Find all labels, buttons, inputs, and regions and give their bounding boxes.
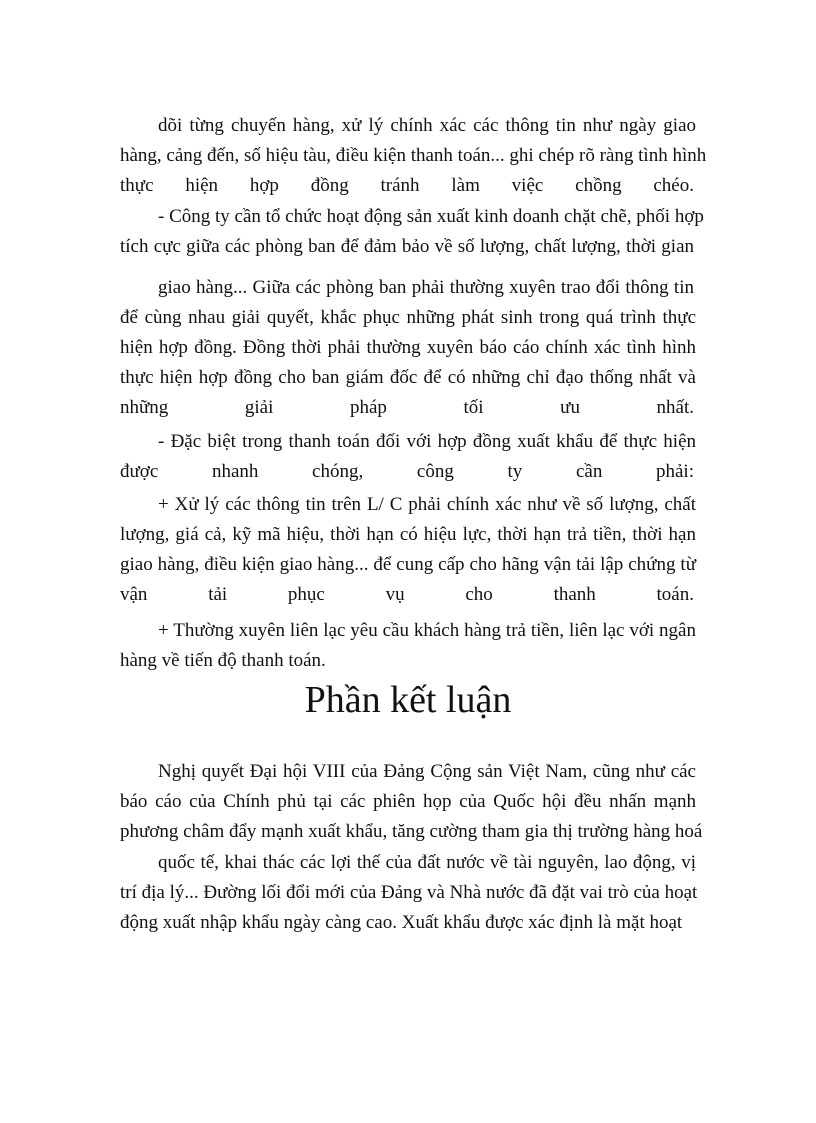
text-line: thực hiện hợp đồng cho ban giám đốc để có những chỉ đạo thống nhất và	[120, 367, 696, 388]
text-line: hàng, cảng đến, số hiệu tàu, điều kiện thanh toán... ghi chép rõ ràng tình hình	[120, 145, 707, 166]
text-line: những giải pháp tối ưu nhất.	[120, 397, 694, 418]
text-line: - Công ty cần tổ chức hoạt động sản xuất kinh doanh chặt chẽ, phối hợp	[158, 206, 704, 227]
text-line: dõi từng chuyến hàng, xử lý chính xác các thông tin như ngày giao	[158, 115, 696, 136]
text-line: phương châm đẩy mạnh xuất khẩu, tăng cường tham gia thị trường hàng hoá	[120, 821, 703, 842]
text-line: vận tải phục vụ cho thanh toán.	[120, 584, 694, 605]
text-line: trí địa lý... Đường lối đổi mới của Đảng và Nhà nước đã đặt vai trò của hoạt	[120, 882, 698, 903]
text-line: để cùng nhau giải quyết, khắc phục những phát sinh trong quá trình thực	[120, 307, 696, 328]
text-line: tích cực giữa các phòng ban để đảm bảo về số lượng, chất lượng, thời gian	[120, 236, 694, 257]
text-line: được nhanh chóng, công ty cần phải:	[120, 461, 694, 482]
text-line: quốc tế, khai thác các lợi thế của đất nước về tài nguyên, lao động, vị	[158, 852, 696, 873]
text-line: Nghị quyết Đại hội VIII của Đảng Cộng sản Việt Nam, cũng như các	[158, 761, 696, 782]
text-line: thực hiện hợp đồng tránh làm việc chồng chéo.	[120, 175, 694, 196]
text-line: giao hàng... Giữa các phòng ban phải thường xuyên trao đổi thông tin	[158, 277, 694, 298]
text-line: lượng, giá cả, kỹ mã hiệu, thời hạn có hiệu lực, thời hạn trả tiền, thời hạn	[120, 524, 696, 545]
text-line: hàng về tiến độ thanh toán.	[120, 650, 326, 671]
section-heading: Phần kết luận	[304, 679, 512, 721]
text-line: giao hàng, điều kiện giao hàng... để cung cấp cho hãng vận tải lập chứng từ	[120, 554, 696, 575]
text-line: hiện hợp đồng. Đồng thời phải thường xuyên báo cáo chính xác tình hình	[120, 337, 696, 358]
text-line: - Đặc biệt trong thanh toán đối với hợp đồng xuất khẩu để thực hiện	[158, 431, 696, 452]
text-line: báo cáo của Chính phủ tại các phiên họp của Quốc hội đều nhấn mạnh	[120, 791, 696, 812]
text-line: + Thường xuyên liên lạc yêu cầu khách hàng trả tiền, liên lạc với ngân	[158, 620, 696, 641]
text-line: + Xử lý các thông tin trên L/ C phải chính xác như về số lượng, chất	[158, 494, 696, 515]
text-line: động xuất nhập khẩu ngày càng cao. Xuất khẩu được xác định là mặt hoạt	[120, 912, 683, 933]
